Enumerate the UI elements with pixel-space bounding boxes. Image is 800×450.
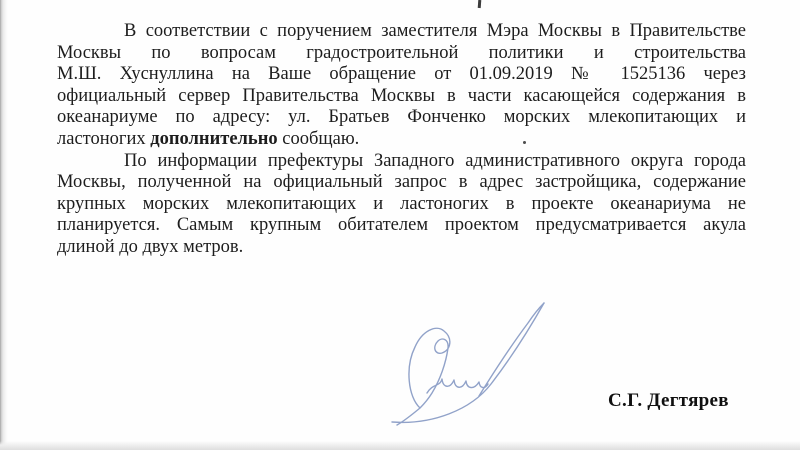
paragraph2-line: крупных морских млекопитающих и ластоногих в проекте океанариума не	[57, 193, 746, 214]
paragraph2-line: длиной до двух метров.	[57, 236, 244, 257]
paragraph1-line	[57, 129, 746, 151]
paragraph1-line: В соответствии с поручением заместителя Мэра Москвы в Правительстве	[124, 21, 746, 41]
scan-left-edge	[0, 0, 8, 450]
signature-scribble	[370, 295, 555, 440]
paragraph1-line6-post: сообщаю.	[277, 128, 360, 149]
signature-flourish-down-stroke	[392, 303, 544, 422]
scan-bottom-edge	[0, 441, 800, 450]
paragraph1-line: М.Ш. Хуснуллина на Ваше обращение от 01.09.2019 № 1525136 через	[57, 64, 746, 85]
paragraph1-line: океанариуме по адресу: ул. Братьев Фонченко морских млекопитающих и	[57, 107, 746, 128]
paragraph1-line: Москвы по вопросам градостроительной политики и строительства	[57, 42, 746, 63]
paragraph1-line6-pre: ластоногих	[57, 128, 151, 149]
signature-flourish-up-stroke	[479, 303, 544, 396]
paragraph2-line: По информации префектуры Западного административного округа города	[124, 150, 746, 171]
signatory-name: С.Г. Дегтярев	[608, 390, 729, 411]
letter-body	[57, 21, 746, 259]
paragraph1-line6-bold: дополнительно	[150, 128, 278, 149]
paragraph2-line: Москвы, полученной на официальный запрос в адрес застройщика, содержание	[57, 172, 746, 193]
scan-cropped-mark	[478, 0, 482, 8]
paragraph1-line: официальный сервер Правительства Москвы в части касающейся содержания в	[57, 85, 746, 106]
paragraph2-line: планируется. Самым крупным обитателем проектом предусматривается акула	[57, 215, 746, 236]
signature-oval-stroke	[397, 328, 450, 425]
